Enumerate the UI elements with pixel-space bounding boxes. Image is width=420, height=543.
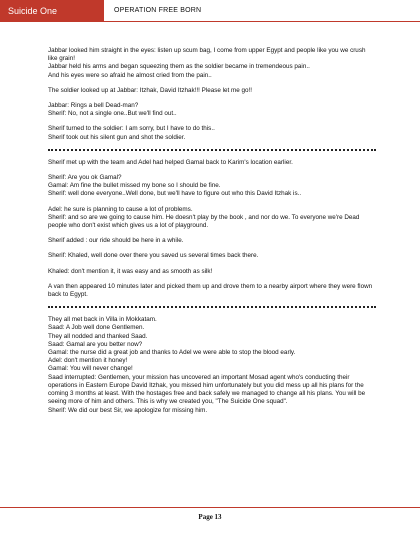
dotted-separator [48,306,376,308]
paragraph: Sherif: Khaled, well done over there you saved us several times back there. [48,252,259,260]
footer-rule [0,507,420,508]
paragraph: The soldier looked up at Jabbar: Itzhak, David Itzhak!!! Please let me go!! [48,86,253,94]
paragraph: Sherif added : our ride should be here in a while. [48,237,184,245]
section-2 [48,159,376,299]
section-1 [48,47,376,142]
paragraph: Jabbar: Rings a bell Dead-man? Sherif: No, not a single one..But we'll find out.. [48,102,177,118]
paragraph: Adel: he sure is planning to cause a lot of problems. Sherif: and so are we going to cause him. He doesn't play by the book , and nor do we. To everyone we're Dead people who don't exist which gives us a lot of playground. [48,205,360,230]
paragraph: Sherif met up with the team and Adel had helped Gamal back to Karim's location earlier. [48,158,293,166]
book-title: Suicide One [0,0,104,22]
page-number: Page 13 [198,513,222,521]
paragraph: They all met back in Villa in Mokkatam. Saad: A Job well done Gentlemen. They all nodded and thanked Saad. Saad: Gamal are you better now? Gamal: the nurse did a great job and thanks to Adel we were able to stop the blood early. Adel: don't mention it honey! Gamal: You will never change! Saad interrupted: Gentlemen, your mission has uncovered an important Mosad agent who's conducting their operations in Eastern Europe David Itzhak, you missed him unfortunately but you did mess up all his plans for the coming 3 months at least. With the hostages free and back safely we managed to change all his plans. You will be seeing more of him and others. This is why we created you, "The Suicide One squad". Sherif: We did our best Sir, we apologize for missing him. [48,316,366,414]
section-3 [48,316,376,414]
dotted-separator [48,149,376,151]
paragraph: Jabbar looked him straight in the eyes: listen up scum bag, I come from upper Egypt and people like you we crush like grain! Jabbar held his arms and began squeezing them as the soldier became in tremendeous pain.. And his eyes were so afraid he almost cried from the pain.. [48,47,366,79]
paragraph: Khaled: don't mention it, it was easy and as smooth as silk! [48,267,213,275]
paragraph: A van then appeared 10 minutes later and picked them up and drove them to a nearby airport where they were flown back to Egypt. [48,282,373,299]
page-header [0,0,420,22]
page-body [48,47,376,422]
paragraph: Sherif turned to the soldier: I am sorry, but I have to do this.. Sherif took out his silent gun and shot the soldier. [48,125,215,141]
chapter-title: OPERATION FREE BORN [104,0,420,22]
paragraph: Sherif: Are you ok Gamal? Gamal: Am fine the bullet missed my bone so I should be fine. Sherif: well done everyone..Well done, but we'll have to figure out who this David Itzhak is.. [48,174,302,198]
